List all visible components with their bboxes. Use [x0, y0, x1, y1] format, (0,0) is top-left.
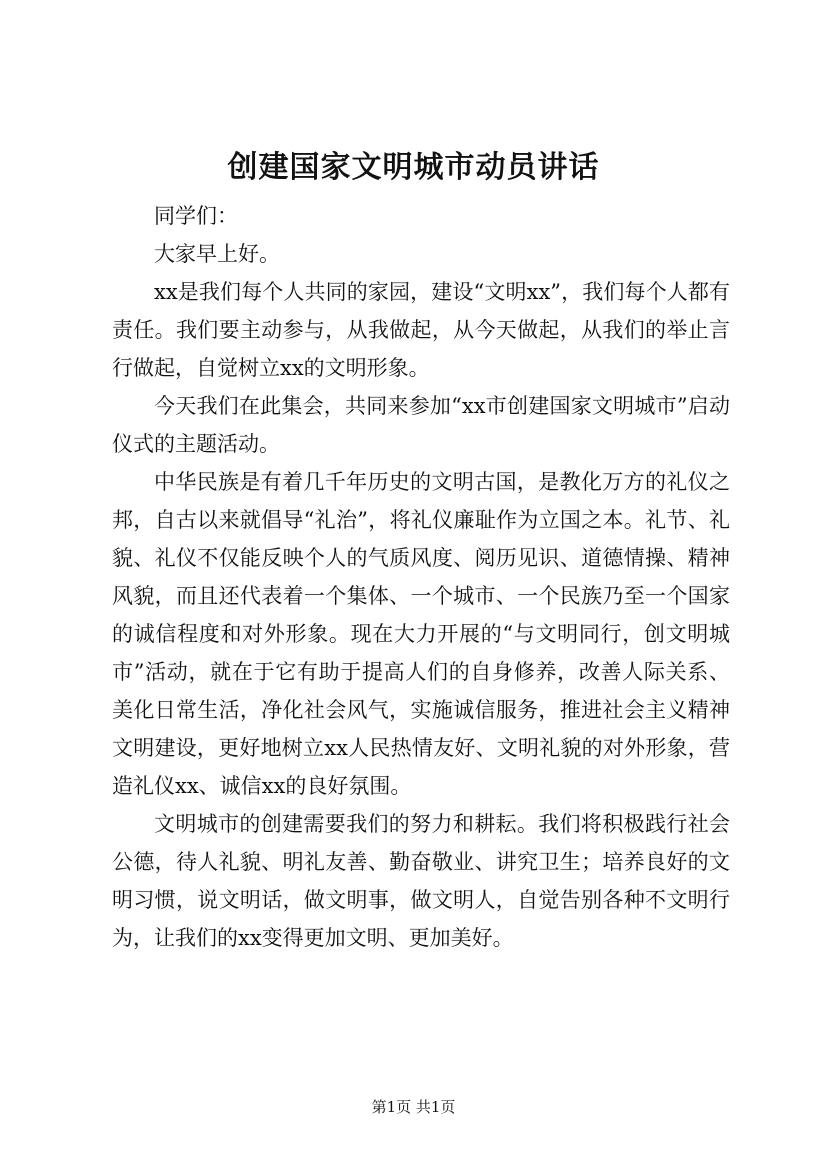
body-paragraph: xx是我们每个人共同的家园，建设“文明xx”，我们每个人都有责任。我们要主动参与，从我做起，从今天做起，从我们的举止言行做起，自觉树立xx的文明形象。 [112, 280, 730, 380]
body-paragraph: 今天我们在此集会，共同来参加“xx市创建国家文明城市”启动仪式的主题活动。 [112, 394, 730, 456]
body-paragraph: 中华民族是有着几千年历史的文明古国，是教化万方的礼仪之邦，自古以来就倡导“礼治”，将礼仪廉耻作为立国之本。礼节、礼貌、礼仪不仅能反映个人的气质风度、阅历见识、道德情操、精神风貌，而且还代表着一个集体、一个城市、一个民族乃至一个国家的诚信程度和对外形象。现在大力开展的“与文明同行，创文明城市”活动，就在于它有助于提高人们的自身修养，改善人际关系、美化日常生活，净化社会风气，实施诚信服务，推进社会主义精神文明建设，更好地树立xx人民热情友好、文明礼貌的对外形象，营造礼仪xx、诚信xx的良好氛围。 [112, 470, 730, 798]
page-footer: 第1页 共1页 [371, 1098, 456, 1116]
document-title: 创建国家文明城市动员讲话 [227, 150, 600, 185]
document-body [112, 197, 730, 957]
body-paragraph: 文明城市的创建需要我们的努力和耕耘。我们将积极践行社会公德，待人礼貌、明礼友善、勤奋敬业、讲究卫生；培养良好的文明习惯，说文明话，做文明事，做文明人，自觉告别各种不文明行为，让我们的xx变得更加文明、更加美好。 [112, 812, 730, 950]
salutation: 同学们： [154, 204, 238, 228]
greeting: 大家早上好。 [154, 242, 280, 266]
